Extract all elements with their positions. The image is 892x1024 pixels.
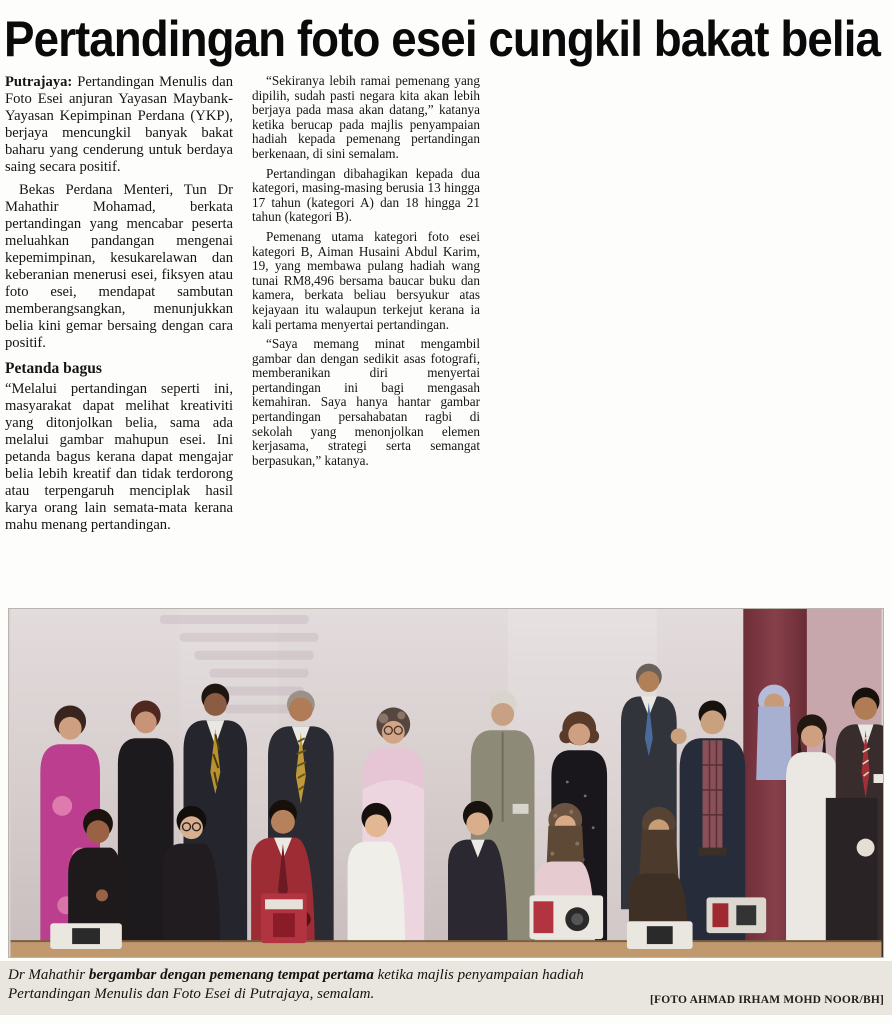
paragraph: Pemenang utama kategori foto esei kategori B, Aiman Husaini Abdul Karim, 19, yang membawa pulang hadiah wang tunai RM8,496 bersama baucar buku dan kamera, berkata beliau bersyukur atas kejayaan itu walaupun terkejut kerana ia kali pertama menyertai pertandingan. [252, 228, 480, 332]
photo-credit: [FOTO AHMAD IRHAM MOHD NOOR/BH] [649, 994, 884, 1006]
person-woman-blue-hijab [756, 685, 792, 780]
photo-caption-band [0, 961, 892, 1015]
caption-rest: ketika majlis penyampaian hadiah Pertandingan Menulis dan Foto Esei di Putrajaya, semalam. [8, 967, 584, 1002]
headline-block [4, 8, 888, 70]
page-title: Pertandingan foto esei cungkil bakat belia [4, 11, 882, 67]
prize-box-camera-2 [530, 895, 604, 939]
paragraph-lead [5, 74, 233, 176]
article-column-1 [5, 74, 233, 606]
photo-caption [8, 966, 668, 1004]
bench [11, 941, 882, 957]
paragraph-lead-text: Pertandingan Menulis dan Foto Esei anjuran Yayasan Maybank-Yayasan Kepimpinan Perdana (YKP), berjaya mencungkil banyak bakat baharu yang cenderung untuk berdaya saing secara positif. [5, 74, 233, 175]
paragraph: Pertandingan dibahagikan kepada dua kategori, masing-masing berusia 13 hingga 17 tahun (kategori A) dan 18 hingga 21 tahun (kategori B). [252, 165, 480, 225]
caption-prefix: Dr Mahathir [8, 967, 89, 983]
prize-box-red [261, 893, 307, 943]
paragraph: “Sekiranya lebih ramai pemenang yang dipilih, sudah pasti negara kita akan lebih berjaya pada masa akan datang,” katanya ketika berucap pada majlis penyampaian hadiah kepada pemenang pertandingan berkenaan, di sini semalam. [252, 74, 480, 161]
prize-box-camera-4 [707, 897, 767, 933]
caption-emphasis: bergambar dengan pemenang tempat pertama [88, 967, 374, 983]
paragraph: “Saya memang minat mengambil gambar dan dengan sedikit asas fotografi, memberanikan diri menyertai pertandingan ini bagi mengasah kemahiran. Saya hanya hantar gambar pertandingan persahabatan ragbi di sekolah yang menonjolkan elemen kerjasama, strategi serta semangat berpasukan,” katanya. [252, 336, 480, 468]
article-body [5, 74, 481, 606]
headline-svg [4, 8, 888, 70]
subheading: Petanda bagus [5, 360, 102, 377]
prize-box-camera-3 [627, 921, 693, 949]
paragraph: Bekas Perdana Menteri, Tun Dr Mahathir Mohamad, berkata pertandingan yang mencabar peserta meluahkan pandangan mengenai kepemimpinan, kesukarelawan dan keberanian menerusi esei, fiksyen atau foto esei, mendapat sambutan memberangsangkan, menunjukkan belia kini gemar bersaing dengan cara positif. [5, 182, 233, 351]
article-column-2 [252, 74, 480, 606]
paragraph: “Melalui pertandingan seperti ini, masyarakat dapat melihat kreativiti yang ditonjolkan belia, sama ada melalui gambar mahupun esei. Ini petanda bagus kerana dapat mengajar belia lebih kreatif dan tidak terdorong atau terpengaruh menciplak hasil karya orang lain semata-mata kerana mahu menang pertandingan. [5, 381, 233, 533]
news-photo-illustration [9, 609, 883, 957]
prize-box-camera-1 [50, 923, 122, 949]
news-photo [8, 608, 884, 958]
person-man-front-right [822, 718, 882, 957]
dateline: Putrajaya: [5, 74, 73, 90]
